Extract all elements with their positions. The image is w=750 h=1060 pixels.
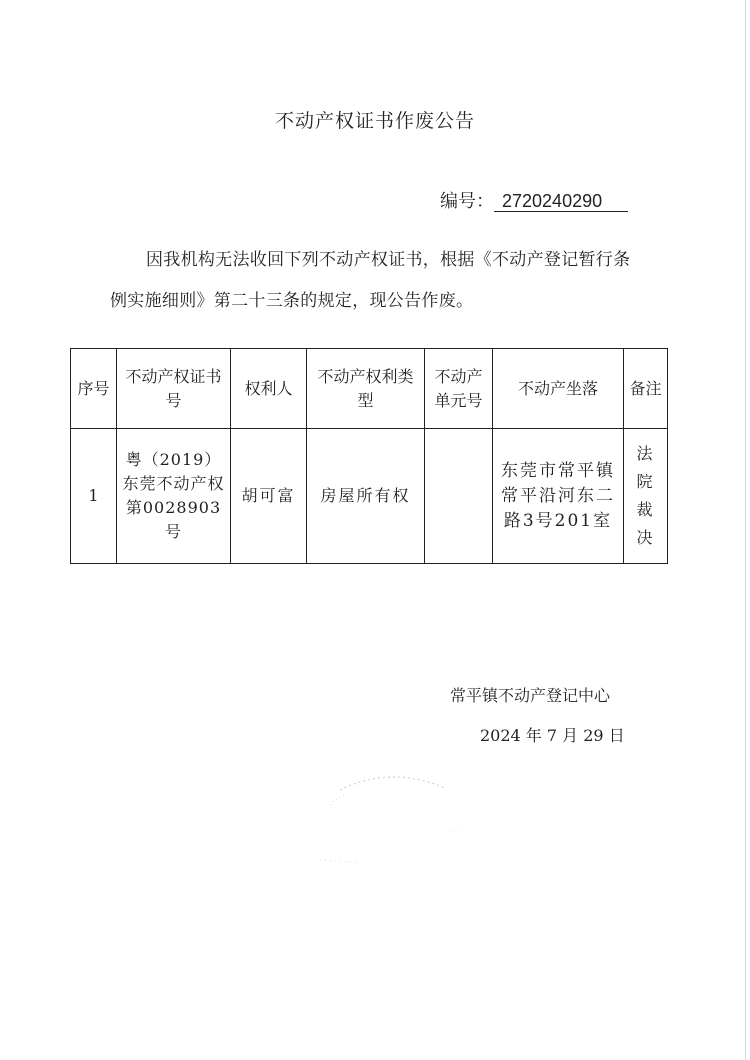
header-seq: 序号 [71,349,117,429]
table-header-row [71,349,668,429]
certificate-table [70,348,668,564]
page-edge [745,0,746,1060]
header-owner: 权利人 [231,349,307,429]
document-number-label: 编号： [440,191,494,212]
remark-text: 法院裁决 [636,444,655,547]
header-cert-no: 不动产权证书号 [117,349,231,429]
issuer-name: 常平镇不动产登记中心 [450,686,611,705]
cell-unit-no [425,429,493,564]
cell-seq: 1 [71,429,117,564]
announcement-paragraph: 因我机构无法收回下列不动产权证书，根据《不动产登记暂行条例实施细则》第二十三条的规定，现公告作废。 [110,250,631,311]
cell-cert-no: 粤（2019）东莞不动产权第0028903号 [117,429,231,564]
header-remark: 备注 [624,349,668,429]
document-title: 不动产权证书作废公告 [274,110,475,132]
document-number [440,187,628,213]
issue-date: 2024 年 7 月 29 日 [480,726,625,745]
header-location: 不动产坐落 [493,349,624,429]
faint-seal-trace [300,760,480,870]
header-unit-no: 不动产单元号 [425,349,493,429]
header-right-type: 不动产权利类型 [307,349,425,429]
cell-owner: 胡可富 [231,429,307,564]
cell-remark [624,429,668,564]
document-number-value: 2720240290 [494,191,628,212]
cell-right-type: 房屋所有权 [307,429,425,564]
cell-location: 东莞市常平镇常平沿河东二路3号201室 [493,429,624,564]
table-row [71,429,668,564]
